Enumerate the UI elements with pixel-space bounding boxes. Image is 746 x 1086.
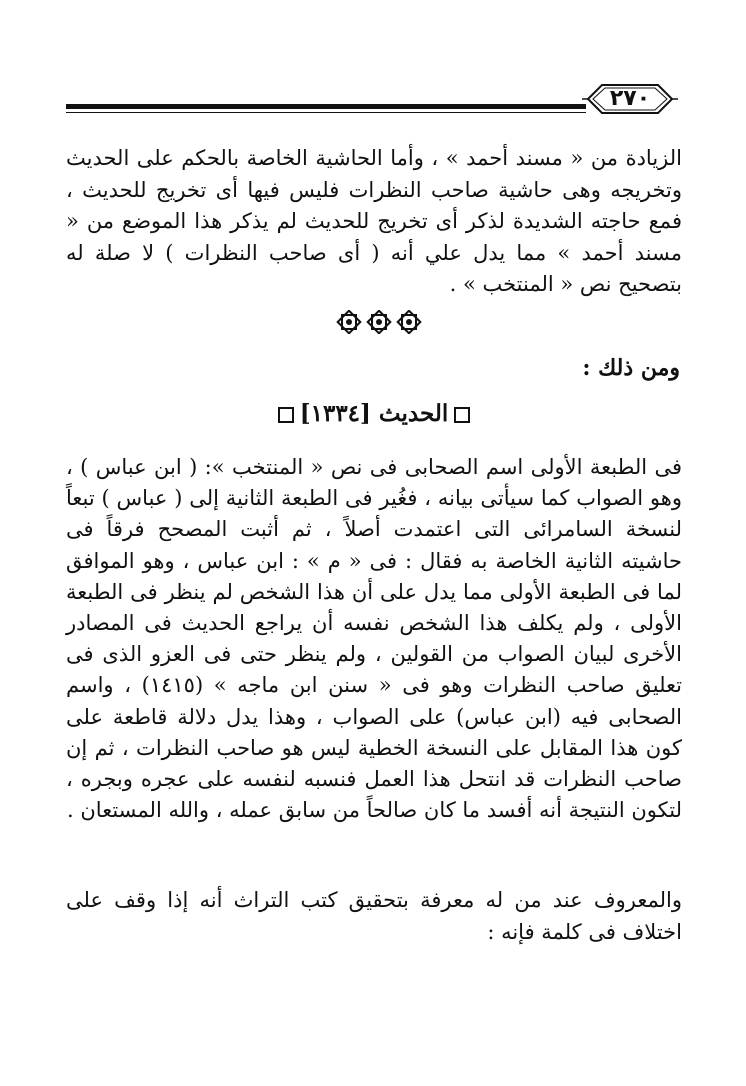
page-number: ٢٧٠ <box>609 86 651 111</box>
hadith-heading-text: الحديث [١٣٣٤] <box>299 400 449 427</box>
paragraph-2-text: فى الطبعة الأولى اسم الصحابى فى نص « المنتخب »: ( ابن عباس ) ، وهو الصواب كما سيأتى بيانه ، فغُير فى الطبعة الثانية إلى ( عباس ) تبعاً لنسخة السامرائى التى اعتمدت أصلاً ، ثم أثبت المصحح فرقاً فى حاشيته الثانية الخاصة به فقال : فى « م » : ابن عباس ، وهو الموافق لما فى الطبعة الأولى مما يدل على أن هذا الشخص لم ينظر فى الطبعة الأولى ، ولم يكلف هذا الشخص نفسه أن يراجع الحديث فى المصادر الأخرى لبيان الصواب من القولين ، ولم ينظر حتى فى العزو الذى فى تعليق صاحب النظرات وهو فى « سنن ابن ماجه » (١٤١٥) ، واسم الصحابى فيه (ابن عباس) على الصواب ، وهذا يدل دلالة قاطعة على كون هذا المقابل على النسخة الخطية ليس هو صاحب النظرات ، ثم إن صاحب النظرات قد انتحل هذا العمل فنسبه لنفسه على عجره وبجره ، لتكون النتيجة أنه أفسد ما كان صالحاً من سابق عمله ، والله المستعان . <box>66 455 682 823</box>
square-bullet-icon <box>454 407 470 423</box>
section-lead: ومن ذلك : <box>582 355 680 381</box>
paragraph-1 <box>66 143 682 301</box>
flower-ornament-icon <box>336 310 362 334</box>
header-rule-thin <box>66 112 586 113</box>
paragraph-3 <box>66 885 682 948</box>
paragraph-3-text: والمعروف عند من له معرفة بتحقيق كتب التراث أنه إذا وقف على اختلاف فى كلمة فإنه : <box>66 888 682 944</box>
page-number-frame <box>582 82 678 116</box>
paragraph-1-text: الزيادة من « مسند أحمد » ، وأما الحاشية الخاصة بالحكم على الحديث وتخريجه وهى حاشية صاحب النظرات فليس فيها أى تخريج للحديث ، فمع حاجته الشديدة لذكر أى تخريج للحديث لم يذكر هذا الموضع من « مسند أحمد » مما يدل علي أنه ( أى صاحب النظرات ) لا صلة له بتصحيح نص « المنتخب » . <box>66 146 682 296</box>
flower-ornament-icon <box>366 310 392 334</box>
section-ornament <box>336 310 426 334</box>
header-rule-thick <box>66 104 586 109</box>
flower-ornament-icon <box>396 310 422 334</box>
paragraph-2 <box>66 452 682 826</box>
hadith-heading <box>66 400 682 427</box>
square-bullet-icon <box>278 407 294 423</box>
page-header <box>66 78 678 120</box>
